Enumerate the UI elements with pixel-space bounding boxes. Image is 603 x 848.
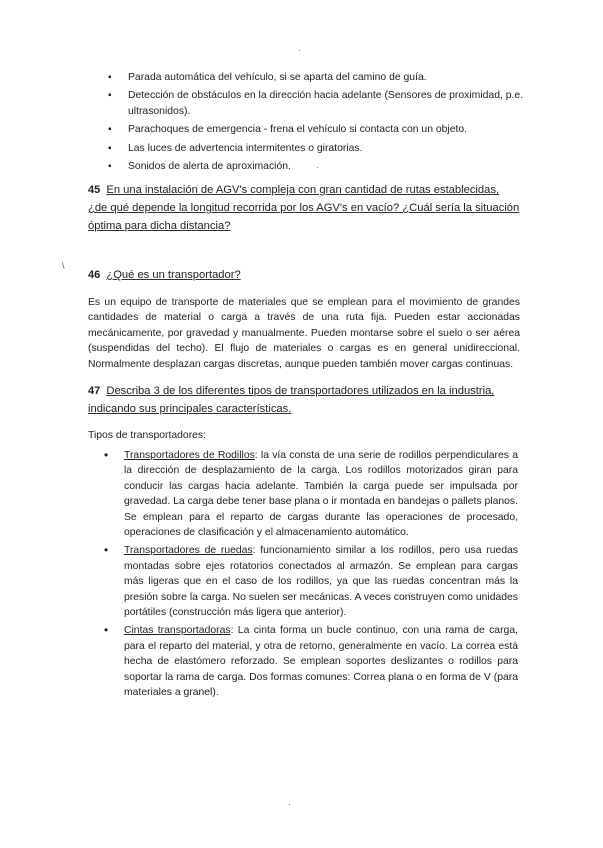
conveyor-description: : la vía consta de una serie de rodillos perpendiculares a la dirección de desplazamiento de la carga. Los rodillos motorizados giran para conducir las cargas hacia adelante. También la carga puede ser impulsada por gravedad. La carga debe tener base plana o ir montada en bandejas o pallets planos. Se emplean para el reparto de cargas durante las operaciones de procesado, operaciones de clasificación y el almacenamiento automático. <box>124 450 518 539</box>
list-item <box>104 448 518 540</box>
list-item: ▪ Detección de obstáculos en la dirección hacia adelante (Sensores de proximidad, p.e. ultrasonidos). <box>106 88 546 119</box>
question-text: En una instalación de AGV's compleja con gran cantidad de rutas establecidas, ¿de qué depende la longitud recorrida por los AGV's en vacío? ¿Cuál sería la situación óptima para dicha distancia? <box>88 184 520 232</box>
safety-features-list <box>106 70 546 177</box>
scan-speck: \ <box>62 261 65 271</box>
list-item <box>104 543 518 620</box>
scan-speck: · <box>288 799 291 809</box>
list-item: ▪ Parachoques de emergencia - frena el vehículo si contacta con un objeto. <box>106 122 546 137</box>
question-text: Describa 3 de los diferentes tipos de transportadores utilizados en la industria, indicando sus principales características. <box>88 385 495 415</box>
list-item: ▪ Las luces de advertencia intermitentes o giratorias. <box>106 141 546 156</box>
question-number: 47 <box>88 385 101 397</box>
scan-speck: · <box>298 45 301 55</box>
conveyor-term: Transportadores de ruedas <box>124 545 253 557</box>
conveyor-description: : La cinta forma un bucle continuo, con una rama de carga, para el reparto del material, y otra de retorno, generalmente en vacío. La correa está hecha de elastómero reforzado. Se emplean soportes deslizantes o rodillos para soportar la rama de carga. Dos formas comunes: Correa plana o en forma de V (para materiales a granel). <box>124 625 518 699</box>
question-number: 45 <box>88 184 101 196</box>
question-text: ¿Qué es un transportador? <box>106 269 241 281</box>
list-item: ▪ Sonidos de alerta de aproximación. <box>106 159 546 174</box>
question-45 <box>88 181 520 235</box>
question-number: 46 <box>88 269 101 281</box>
answer-46-paragraph: Es un equipo de transporte de materiales que se emplean para el movimiento de grandes cantidades de material o carga a través de una ruta fija. Pueden estar accionadas mecánicamente, por gravedad y manualmente. Pueden montarse sobre el suelo o ser aérea (suspendidas del techo). El flujo de materiales o cargas es en general unidireccional. Normalmente desplazan cargas discretas, aunque pueden también mover cargas continuas. <box>88 297 520 370</box>
types-heading: Tipos de transportadores: <box>88 430 207 441</box>
list-item <box>104 623 518 700</box>
conveyor-description: : funcionamiento similar a los rodillos, pero usa ruedas montadas sobre ejes rotatorios conectados al armazón. Se emplean para cargas más ligeras que en el caso de los rodillos, ya que las ruedas concentran más la presión sobre la carga. No suelen ser mecánicas. A veces construyen como unidades portátiles (construcción más ligera que anterior). <box>124 545 519 619</box>
conveyor-types-list <box>104 448 518 704</box>
conveyor-term: Transportadores de Rodillos <box>124 450 255 461</box>
list-item: ▪ Parada automática del vehículo, si se aparta del camino de guía. <box>106 70 546 85</box>
question-46 <box>88 266 520 284</box>
question-47 <box>88 382 520 418</box>
conveyor-term: Cintas transportadoras <box>124 625 231 637</box>
scan-speck: · <box>316 162 319 172</box>
